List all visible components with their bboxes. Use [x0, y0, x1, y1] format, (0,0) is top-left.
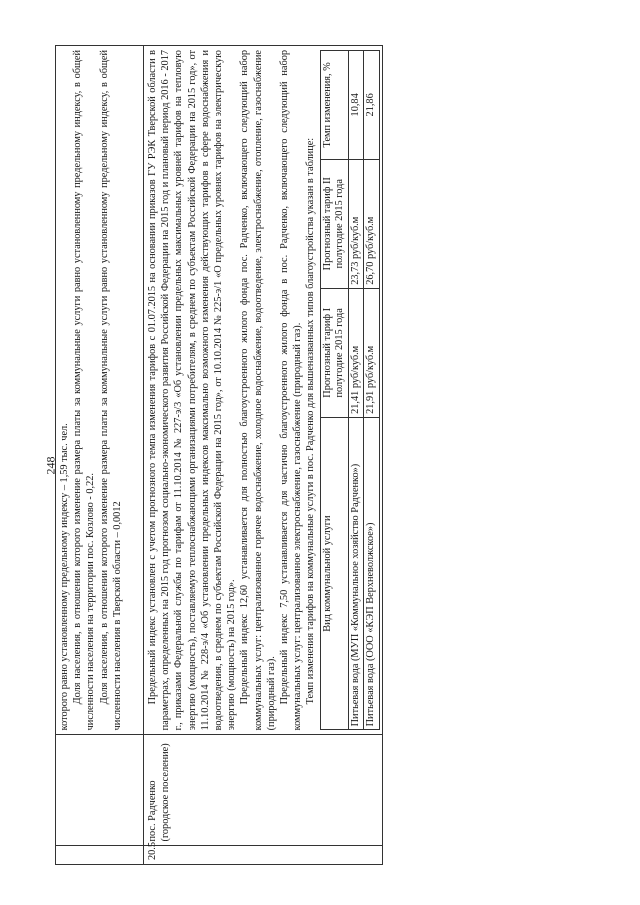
header-rate: Темп изменения, % [320, 51, 348, 160]
service-cell: Питьевая вода (МУП «Коммунальное хозяйство Радченко») [348, 417, 364, 730]
header-tariff-h1: Прогнозный тариф I полугодие 2015 года [320, 288, 348, 417]
rate-cell: 21,86 [364, 51, 380, 160]
tariff-h2-cell: 26,70 руб/куб.м [364, 159, 380, 288]
description-cell [144, 46, 383, 735]
text-paragraph: Доля населения, в отношении которого изменение размера платы за коммунальные услуги равно установленному предельному индексу, в общей численности населения на территории пос. Козлово - 0,22. [72, 50, 97, 731]
text-line: которого равно установленному предельному индексу – 1,59 тыс. чел. [59, 423, 70, 731]
header-tariff-h2: Прогнозный тариф II полугодие 2015 года [320, 159, 348, 288]
page-number: 248 [43, 456, 58, 475]
settlement-cell-empty [56, 735, 144, 846]
text-paragraph: Предельный индекс установлен с учетом прогнозного темпа изменения тарифов с 01.07.2015 на основании приказов ГУ РЭК Тверской области в параметрах, определенных на 2015 год прогнозом социально-экономического развития Российской Федерации на 2015 год и плановый период 2016 - 2017 г., приказами Федеральной службы по тарифам от 11.10.2014 № 227-э/3 «Об установлении предельных максимальных уровней тарифов на тепловую энергию (мощность), поставляемую теплоснабжающими организациями потребителям, в среднем по субъектам Российской Федерации на 2015 год», от 11.10.2014 № 228-э/4 «Об установлении предельных индексов максимально возможного изменения действующих тарифов в сфере водоснабжения и водоотведения, в среднем по субъектам Российской Федерации на 2015 год», от 10.10.2014 № 225-э/1 «О предельных уровнях тарифов на электрическую энергию (мощность) на 2015 год». [147, 50, 238, 731]
rotated-page-content [55, 45, 595, 865]
tariff-h1-cell: 21,41 руб/куб.м [348, 288, 364, 417]
table-row [364, 51, 380, 730]
tariff-h1-cell: 21,91 руб/куб.м [364, 288, 380, 417]
row-number: 20.5 [144, 846, 383, 865]
tariff-h2-cell: 23,73 руб/куб.м [348, 159, 364, 288]
text-paragraph: Темп изменения тарифов на коммунальные услуги в пос. Радченко для вышеназванных типов благоустройства указан в таблице: [305, 137, 317, 705]
table-row [348, 51, 364, 730]
tariff-table-header [320, 51, 348, 730]
tariff-table [320, 50, 380, 730]
table-row-continuation [56, 46, 144, 865]
description-cell [56, 46, 144, 735]
main-table [55, 45, 383, 865]
rate-cell: 10,84 [348, 51, 364, 160]
settlement-name: пос. Радченко (городское поселение) [144, 735, 383, 846]
number-cell-empty [56, 846, 144, 865]
text-paragraph: Доля населения, в отношении которого изменение размера платы за коммунальные услуги равно установленному предельному индексу, в общей численности населения в Тверской области – 0,0012 [98, 50, 123, 731]
text-paragraph: Предельный индекс 12,60 устанавливается для полностью благоустроенного жилого фонда пос. Радченко, включающего следующий набор коммунальных услуг: централизованное горячее водоснабжение, холодное водоснабжение, водоотведение, электроснабжение, отопление, газоснабжение (природный газ). [239, 50, 277, 731]
text-paragraph: Предельный индекс 7,50 устанавливается для частично благоустроенного жилого фонда в пос. Радченко, включающего следующий набор коммунальных услуг: централизованное электроснабжение, газоснабжение (природный газ). [279, 50, 304, 731]
header-service: Вид коммунальной услуги [320, 417, 348, 730]
service-cell: Питьевая вода (ООО «КЭП Верхневолжское») [364, 417, 380, 730]
table-row-20-5 [144, 46, 383, 865]
